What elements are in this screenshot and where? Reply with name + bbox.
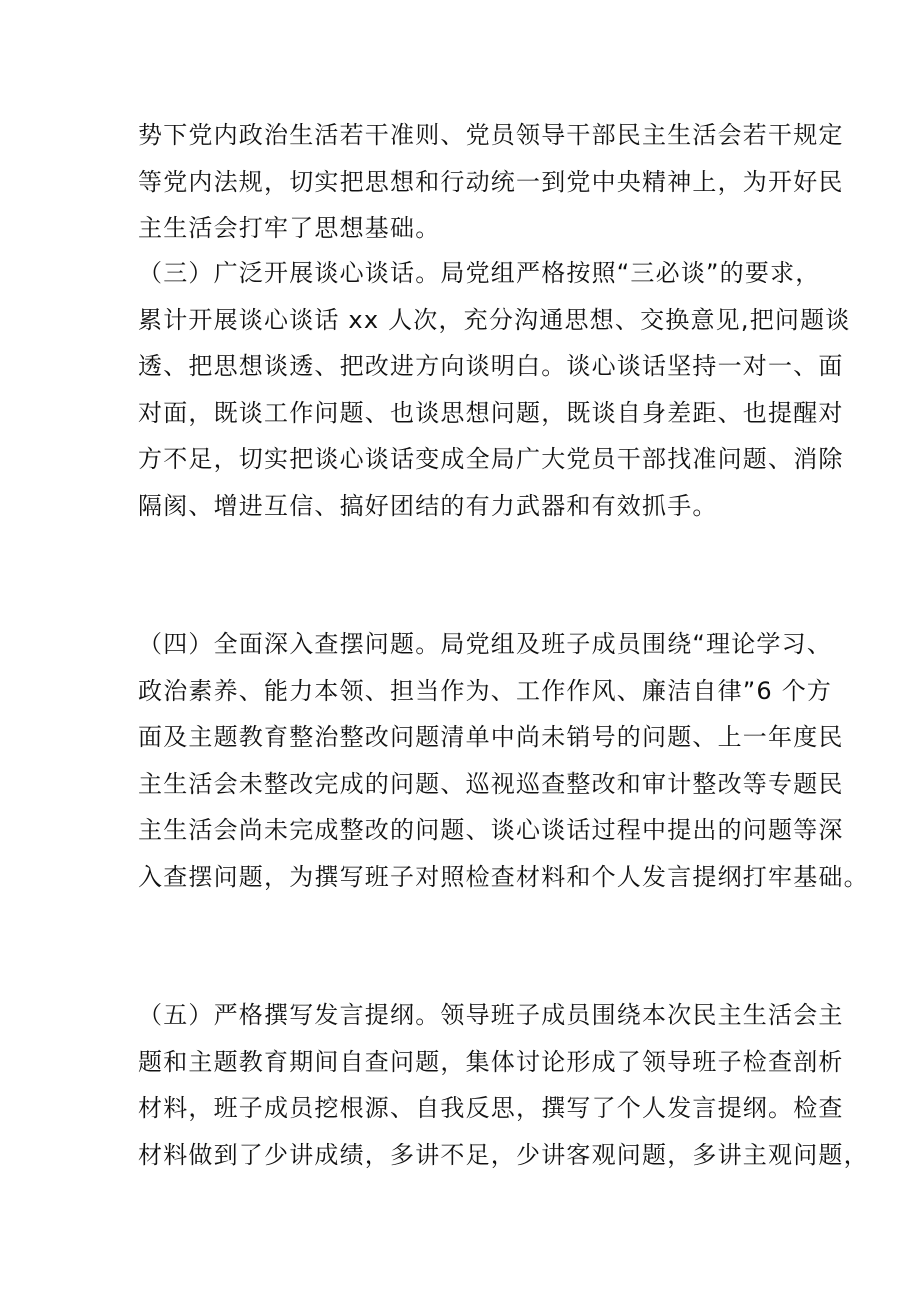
text-line: 材料做到了少讲成绩，多讲不足，少讲客观问题，多讲主观问题， (138, 1140, 869, 1169)
text-line: 主生活会未整改完成的问题、巡视巡查整改和审计整改等专题民 (138, 769, 844, 798)
text-line: 等党内法规，切实把思想和行动统一到党中央精神上，为开好民 (138, 167, 844, 196)
text-line: 主生活会尚未完成整改的问题、谈心谈话过程中提出的问题等深 (138, 816, 844, 845)
text-line: 方不足，切实把谈心谈话变成全局广大党员干部找准问题、消除 (138, 445, 844, 474)
text-line: 隔阂、增进互信、搞好团结的有力武器和有效抓手。 (138, 491, 718, 520)
text-line: （四）全面深入查摆问题。局党组及班子成员围绕“理论学习、 (138, 630, 833, 658)
paragraph-section-4 (138, 621, 869, 901)
text-line: 透、把思想谈透、把改进方向谈明白。谈心谈话坚持一对一、面 (138, 352, 844, 381)
text-line: （五）严格撰写发言提纲。领导班子成员围绕本次民主生活会主 (138, 1001, 844, 1029)
text-line: 势下党内政治生活若干准则、党员领导干部民主生活会若干规定 (138, 121, 844, 149)
text-line: 面及主题教育整治整改问题清单中尚未销号的问题、上一年度民 (138, 723, 844, 752)
text-line: 对面，既谈工作问题、也谈思想问题，既谈自身差距、也提醒对 (138, 398, 844, 427)
text-line: 累计开展谈心谈话 xx 人次，充分沟通思想、交换意见,把问题谈 (138, 305, 851, 334)
text-line: 材料，班子成员挖根源、自我反思，撰写了个人发言提纲。检查 (138, 1094, 844, 1123)
paragraph-section-5 (138, 992, 869, 1178)
text-line: 政治素养、能力本领、担当作为、工作作风、廉洁自律”6 个方 (138, 676, 833, 705)
text-line: 主生活会打牢了思想基础。 (138, 214, 441, 243)
text-line: 题和主题教育期间自查问题，集体讨论形成了领导班子检查剖析 (138, 1047, 844, 1076)
paragraph-section-3 (138, 250, 851, 530)
text-line: （三）广泛开展谈心谈话。局党组严格按照“三必谈”的要求， (138, 259, 821, 287)
text-line: 入查摆问题，为撰写班子对照检查材料和个人发言提纲打牢基础。 (138, 862, 869, 891)
paragraph-continuation (138, 112, 844, 252)
